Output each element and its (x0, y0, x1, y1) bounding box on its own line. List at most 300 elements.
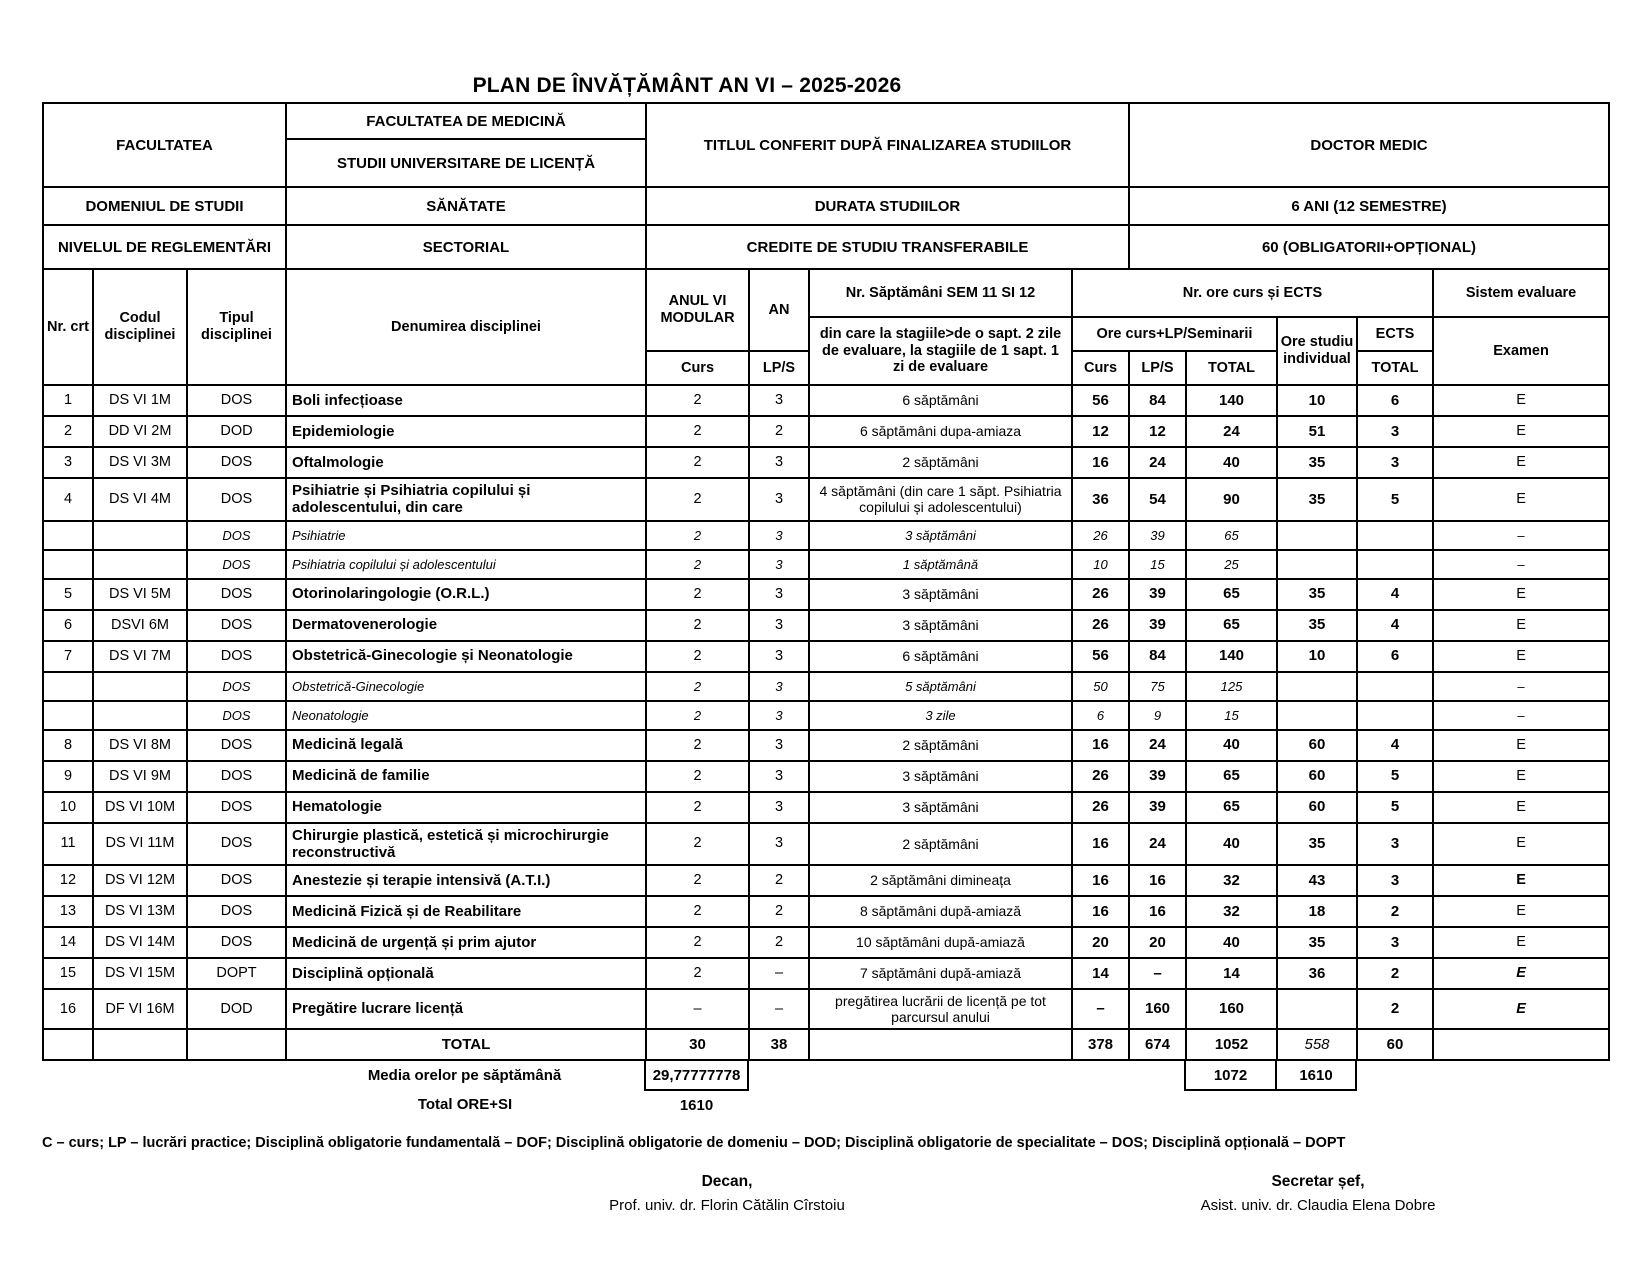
cell-t: 140 (1186, 641, 1277, 672)
cell-sapt: 4 săptămâni (din care 1 săpt. Psihiatria copilului și adolescentului) (809, 478, 1072, 521)
cell-ex: – (1433, 521, 1609, 550)
cell-ects: 6 (1357, 641, 1433, 672)
cell-si: 51 (1277, 416, 1357, 447)
total-ore-lps: 674 (1129, 1029, 1186, 1060)
cell-curs: 2 (646, 641, 749, 672)
cell-cod: DS VI 10M (93, 792, 187, 823)
cell-curs: 2 (646, 550, 749, 579)
discipline-row (43, 610, 1609, 641)
cell-ects: 3 (1357, 447, 1433, 478)
cell-empty (1128, 1060, 1185, 1090)
cell-c: 36 (1072, 478, 1129, 521)
media-total-value: 1072 (1185, 1060, 1276, 1090)
cell-l: 16 (1129, 896, 1186, 927)
cell-tip: DOPT (187, 958, 286, 989)
cell-empty (809, 1029, 1072, 1060)
cell-si: 35 (1277, 447, 1357, 478)
cell-nr: 8 (43, 730, 93, 761)
cell-lps: 2 (749, 416, 809, 447)
plan-table (42, 268, 1610, 1061)
domeniul-label: DOMENIUL DE STUDII (43, 187, 286, 225)
cell-c: 6 (1072, 701, 1129, 730)
cell-curs: 2 (646, 958, 749, 989)
header-ore-curs-lp: Ore curs+LP/Seminarii (1072, 317, 1277, 351)
cell-l: 39 (1129, 521, 1186, 550)
cell-den: Oftalmologie (286, 447, 646, 478)
total-lps: 38 (749, 1029, 809, 1060)
cell-cod: DS VI 3M (93, 447, 187, 478)
cell-tip: DOS (187, 927, 286, 958)
cell-empty (187, 1029, 286, 1060)
cell-cod: DS VI 1M (93, 385, 187, 416)
discipline-row (43, 958, 1609, 989)
cell-t: 32 (1186, 865, 1277, 896)
signature-block (42, 1173, 1608, 1214)
cell-si (1277, 701, 1357, 730)
cell-den: Anestezie și terapie intensivă (A.T.I.) (286, 865, 646, 896)
cell-ex: E (1433, 385, 1609, 416)
cell-l: 84 (1129, 641, 1186, 672)
domeniul-value: SĂNĂTATE (286, 187, 646, 225)
cell-si: 35 (1277, 823, 1357, 866)
cell-tip: DOD (187, 989, 286, 1029)
dean-title: Decan, (701, 1173, 753, 1191)
cell-den: Disciplină opțională (286, 958, 646, 989)
cell-den: Obstetrică-Ginecologie (286, 672, 646, 701)
cell-t: 40 (1186, 927, 1277, 958)
cell-nr (43, 550, 93, 579)
secretary-name: Asist. univ. dr. Claudia Elena Dobre (1200, 1197, 1436, 1215)
cell-ex: E (1433, 823, 1609, 866)
cell-cod: DS VI 15M (93, 958, 187, 989)
cell-ects: 4 (1357, 610, 1433, 641)
cell-c: 10 (1072, 550, 1129, 579)
cell-sapt: 2 săptămâni (809, 823, 1072, 866)
total-ects: 60 (1357, 1029, 1433, 1060)
header-anul-vi-modular: ANUL VI MODULAR (646, 269, 749, 351)
facultatea-line2: STUDII UNIVERSITARE DE LICENȚĂ (286, 139, 646, 187)
cell-tip: DOS (187, 641, 286, 672)
cell-ex: E (1433, 792, 1609, 823)
total-ore-value: 1610 (679, 1096, 714, 1114)
cell-lps: 3 (749, 478, 809, 521)
cell-den: Medicină de familie (286, 761, 646, 792)
discipline-row (43, 641, 1609, 672)
cell-t: 32 (1186, 896, 1277, 927)
cell-c: 26 (1072, 761, 1129, 792)
discipline-row (43, 865, 1609, 896)
discipline-row (43, 416, 1609, 447)
cell-c: 16 (1072, 896, 1129, 927)
cell-lps: 3 (749, 761, 809, 792)
cell-l: 9 (1129, 701, 1186, 730)
dean-name: Prof. univ. dr. Florin Cătălin Cîrstoiu (609, 1197, 845, 1215)
footer-grid (42, 1059, 1608, 1119)
cell-si: 35 (1277, 579, 1357, 610)
cell-curs: 2 (646, 447, 749, 478)
cell-si: 18 (1277, 896, 1357, 927)
cell-t: 65 (1186, 521, 1277, 550)
cell-ex: E (1433, 610, 1609, 641)
sub-discipline-row (43, 521, 1609, 550)
signature-dean (562, 1173, 892, 1214)
discipline-row (43, 730, 1609, 761)
cell-t: 125 (1186, 672, 1277, 701)
total-studiu-individual: 558 (1277, 1029, 1357, 1060)
cell-t: 25 (1186, 550, 1277, 579)
header-denumire: Denumirea disciplinei (286, 269, 646, 385)
cell-nr: 7 (43, 641, 93, 672)
cell-si (1277, 521, 1357, 550)
cell-lps: 3 (749, 385, 809, 416)
cell-curs: 2 (646, 792, 749, 823)
cell-den: Boli infecțioase (286, 385, 646, 416)
cell-ects: 3 (1357, 823, 1433, 866)
cell-c: 26 (1072, 521, 1129, 550)
cell-si (1277, 672, 1357, 701)
cell-tip: DOS (187, 730, 286, 761)
credite-label: CREDITE DE STUDIU TRANSFERABILE (646, 225, 1129, 269)
cell-ex: E (1433, 865, 1609, 896)
media-label: Media orelor pe săptămână (367, 1066, 562, 1084)
cell-ects: 4 (1357, 579, 1433, 610)
cell-c: 56 (1072, 385, 1129, 416)
cell-nr: 9 (43, 761, 93, 792)
discipline-row (43, 761, 1609, 792)
cell-sapt: 6 săptămâni (809, 641, 1072, 672)
cell-cod (93, 550, 187, 579)
cell-den: Medicină de urgență și prim ajutor (286, 927, 646, 958)
cell-tip: DOS (187, 550, 286, 579)
cell-curs: – (646, 989, 749, 1029)
cell-empty (93, 1029, 187, 1060)
cell-c: 26 (1072, 579, 1129, 610)
cell-cod: DS VI 5M (93, 579, 187, 610)
cell-ex: – (1433, 672, 1609, 701)
cell-sapt: 1 săptămână (809, 550, 1072, 579)
cell-l: 24 (1129, 730, 1186, 761)
cell-l: 24 (1129, 823, 1186, 866)
cell-cod (93, 672, 187, 701)
cell-lps: 3 (749, 641, 809, 672)
cell-si: 10 (1277, 641, 1357, 672)
total-curs: 30 (646, 1029, 749, 1060)
durata-label: DURATA STUDIILOR (646, 187, 1129, 225)
cell-empty (1432, 1060, 1608, 1090)
cell-nr (43, 701, 93, 730)
cell-curs: 2 (646, 385, 749, 416)
nivelul-value: SECTORIAL (286, 225, 646, 269)
cell-t: 65 (1186, 792, 1277, 823)
cell-curs: 2 (646, 672, 749, 701)
cell-tip: DOS (187, 385, 286, 416)
cell-den: Dermatovenerologie (286, 610, 646, 641)
cell-empty (1356, 1060, 1432, 1090)
cell-ex: E (1433, 416, 1609, 447)
cell-lps: 3 (749, 447, 809, 478)
cell-l: 54 (1129, 478, 1186, 521)
cell-lps: 3 (749, 579, 809, 610)
discipline-row (43, 447, 1609, 478)
cell-ects (1357, 521, 1433, 550)
cell-nr: 2 (43, 416, 93, 447)
cell-lps: 3 (749, 550, 809, 579)
cell-t: 90 (1186, 478, 1277, 521)
discipline-row (43, 927, 1609, 958)
cell-ex: E (1433, 761, 1609, 792)
cell-lps: 3 (749, 792, 809, 823)
cell-lps: 2 (749, 927, 809, 958)
cell-ects (1357, 672, 1433, 701)
cell-l: 16 (1129, 865, 1186, 896)
cell-cod (93, 521, 187, 550)
cell-t: 65 (1186, 761, 1277, 792)
cell-c: 16 (1072, 865, 1129, 896)
media-row (42, 1060, 1608, 1090)
cell-l: 20 (1129, 927, 1186, 958)
cell-ects: 2 (1357, 958, 1433, 989)
cell-t: 24 (1186, 416, 1277, 447)
cell-sapt: 3 săptămâni (809, 521, 1072, 550)
cell-t: 65 (1186, 579, 1277, 610)
cell-tip: DOS (187, 478, 286, 521)
cell-tip: DOS (187, 792, 286, 823)
cell-ects: 3 (1357, 416, 1433, 447)
cell-curs: 2 (646, 761, 749, 792)
cell-ects: 4 (1357, 730, 1433, 761)
cell-curs: 2 (646, 823, 749, 866)
cell-si: 35 (1277, 610, 1357, 641)
facultatea-line1: FACULTATEA DE MEDICINĂ (286, 103, 646, 139)
cell-c: 16 (1072, 730, 1129, 761)
cell-sapt: 5 săptămâni (809, 672, 1072, 701)
header-sistem-evaluare: Sistem evaluare (1433, 269, 1609, 317)
cell-nr: 15 (43, 958, 93, 989)
cell-nr: 16 (43, 989, 93, 1029)
cell-ex: E (1433, 447, 1609, 478)
cell-tip: DOS (187, 701, 286, 730)
cell-curs: 2 (646, 927, 749, 958)
cell-lps: – (749, 958, 809, 989)
cell-nr: 4 (43, 478, 93, 521)
discipline-row (43, 385, 1609, 416)
cell-lps: 2 (749, 896, 809, 927)
cell-den: Chirurgie plastică, estetică și microchirurgie reconstructivă (286, 823, 646, 866)
cell-c: 56 (1072, 641, 1129, 672)
cell-l: 24 (1129, 447, 1186, 478)
header-saptamani: Nr. Săptămâni SEM 11 SI 12 (809, 269, 1072, 317)
cell-nr (43, 521, 93, 550)
cell-ects: 6 (1357, 385, 1433, 416)
cell-curs: 2 (646, 896, 749, 927)
facultatea-label: FACULTATEA (43, 103, 286, 187)
cell-curs: 2 (646, 478, 749, 521)
cell-cod: DS VI 13M (93, 896, 187, 927)
cell-tip: DOS (187, 823, 286, 866)
cell-si (1277, 550, 1357, 579)
cell-sapt: 3 săptămâni (809, 610, 1072, 641)
cell-cod: DSVI 6M (93, 610, 187, 641)
cell-den: Obstetrică-Ginecologie și Neonatologie (286, 641, 646, 672)
cell-nr (43, 672, 93, 701)
cell-nr: 12 (43, 865, 93, 896)
cell-tip: DOS (187, 579, 286, 610)
cell-den: Hematologie (286, 792, 646, 823)
header-ore-total: TOTAL (1186, 351, 1277, 385)
cell-t: 40 (1186, 823, 1277, 866)
cell-si (1277, 989, 1357, 1029)
cell-sapt: 8 săptămâni după-amiază (809, 896, 1072, 927)
discipline-row (43, 896, 1609, 927)
cell-c: 16 (1072, 447, 1129, 478)
cell-sapt: pregătirea lucrării de licență pe tot parcursul anului (809, 989, 1072, 1029)
sub-discipline-row (43, 701, 1609, 730)
cell-tip: DOS (187, 761, 286, 792)
cell-empty (1071, 1060, 1128, 1090)
cell-lps: 3 (749, 823, 809, 866)
cell-empty (43, 1029, 93, 1060)
cell-cod: DS VI 8M (93, 730, 187, 761)
titlul-value: DOCTOR MEDIC (1129, 103, 1609, 187)
cell-den: Medicină Fizică și de Reabilitare (286, 896, 646, 927)
cell-si: 10 (1277, 385, 1357, 416)
cell-lps: 3 (749, 521, 809, 550)
cell-ects: 5 (1357, 792, 1433, 823)
media-value: 29,77777778 (645, 1060, 748, 1090)
info-table (42, 102, 1610, 270)
cell-tip: DOS (187, 447, 286, 478)
cell-ex: – (1433, 550, 1609, 579)
cell-ects: 3 (1357, 927, 1433, 958)
cell-cod: DF VI 16M (93, 989, 187, 1029)
cell-nr: 13 (43, 896, 93, 927)
cell-t: 40 (1186, 447, 1277, 478)
cell-sapt: 3 săptămâni (809, 579, 1072, 610)
header-examen: Examen (1433, 317, 1609, 385)
cell-l: 39 (1129, 610, 1186, 641)
cell-c: 26 (1072, 792, 1129, 823)
cell-curs: 2 (646, 579, 749, 610)
cell-den: Psihiatrie (286, 521, 646, 550)
cell-ex: E (1433, 641, 1609, 672)
cell-c: 12 (1072, 416, 1129, 447)
cell-den: Medicină legală (286, 730, 646, 761)
discipline-row (43, 792, 1609, 823)
cell-sapt: 3 săptămâni (809, 761, 1072, 792)
cell-tip: DOS (187, 896, 286, 927)
cell-lps: 3 (749, 610, 809, 641)
cell-cod (93, 701, 187, 730)
header-ore-lps: LP/S (1129, 351, 1186, 385)
cell-empty (42, 1060, 285, 1090)
total-ore-row (42, 1090, 1608, 1119)
cell-ex: E (1433, 958, 1609, 989)
cell-curs: 2 (646, 865, 749, 896)
discipline-row (43, 579, 1609, 610)
cell-l: 39 (1129, 792, 1186, 823)
cell-ects: 2 (1357, 989, 1433, 1029)
cell-sapt: 2 săptămâni dimineața (809, 865, 1072, 896)
plan-table-body (43, 385, 1609, 1029)
secretary-title: Secretar șef, (1271, 1173, 1365, 1191)
cell-c: 14 (1072, 958, 1129, 989)
cell-sapt: 2 săptămâni (809, 447, 1072, 478)
cell-ects (1357, 550, 1433, 579)
total-ore-total: 1052 (1186, 1029, 1277, 1060)
cell-ex: E (1433, 927, 1609, 958)
cell-tip: DOD (187, 416, 286, 447)
cell-cod: DS VI 14M (93, 927, 187, 958)
cell-t: 15 (1186, 701, 1277, 730)
header-ore-curs: Curs (1072, 351, 1129, 385)
header-tip: Tipul disciplinei (187, 269, 286, 385)
cell-sapt: 6 săptămâni (809, 385, 1072, 416)
cell-si: 60 (1277, 761, 1357, 792)
cell-t: 140 (1186, 385, 1277, 416)
cell-ex: – (1433, 701, 1609, 730)
cell-den: Neonatologie (286, 701, 646, 730)
cell-lps: 3 (749, 730, 809, 761)
sub-discipline-row (43, 550, 1609, 579)
cell-tip: DOS (187, 610, 286, 641)
cell-curs: 2 (646, 610, 749, 641)
cell-l: 15 (1129, 550, 1186, 579)
cell-l: 39 (1129, 579, 1186, 610)
cell-ects: 2 (1357, 896, 1433, 927)
cell-l: 160 (1129, 989, 1186, 1029)
cell-empty (748, 1090, 1608, 1119)
cell-si: 60 (1277, 730, 1357, 761)
cell-c: – (1072, 989, 1129, 1029)
header-ects: ECTS (1357, 317, 1433, 351)
cell-curs: 2 (646, 416, 749, 447)
legend-footnote: C – curs; LP – lucrări practice; Disciplină obligatorie fundamentală – DOF; Disciplină obligatorie de domeniu – DOD; Disciplină obligatorie de specialitate – DOS; Disciplină opțională – DOPT (42, 1135, 1346, 1152)
cell-sapt: 2 săptămâni (809, 730, 1072, 761)
cell-si: 35 (1277, 927, 1357, 958)
cell-tip: DOS (187, 865, 286, 896)
cell-cod: DS VI 9M (93, 761, 187, 792)
cell-tip: DOS (187, 672, 286, 701)
header-curs: Curs (646, 351, 749, 385)
cell-t: 40 (1186, 730, 1277, 761)
cell-c: 16 (1072, 823, 1129, 866)
page-title: PLAN DE ÎNVĂȚĂMÂNT AN VI – 2025-2026 (472, 74, 902, 97)
cell-ects: 5 (1357, 478, 1433, 521)
cell-tip: DOS (187, 521, 286, 550)
cell-lps: 3 (749, 701, 809, 730)
cell-t: 65 (1186, 610, 1277, 641)
cell-l: – (1129, 958, 1186, 989)
cell-ex: E (1433, 989, 1609, 1029)
cell-nr: 14 (43, 927, 93, 958)
cell-c: 20 (1072, 927, 1129, 958)
cell-cod: DS VI 4M (93, 478, 187, 521)
cell-ex: E (1433, 896, 1609, 927)
cell-empty (808, 1060, 1071, 1090)
cell-den: Pregătire lucrare licență (286, 989, 646, 1029)
cell-si: 60 (1277, 792, 1357, 823)
cell-lps: 3 (749, 672, 809, 701)
total-label: TOTAL (286, 1029, 646, 1060)
cell-ects (1357, 701, 1433, 730)
cell-lps: – (749, 989, 809, 1029)
cell-sapt: 7 săptămâni după-amiază (809, 958, 1072, 989)
cell-curs: 2 (646, 521, 749, 550)
header-nr: Nr. crt (43, 269, 93, 385)
cell-den: Epidemiologie (286, 416, 646, 447)
cell-empty (1433, 1029, 1609, 1060)
discipline-row (43, 989, 1609, 1029)
